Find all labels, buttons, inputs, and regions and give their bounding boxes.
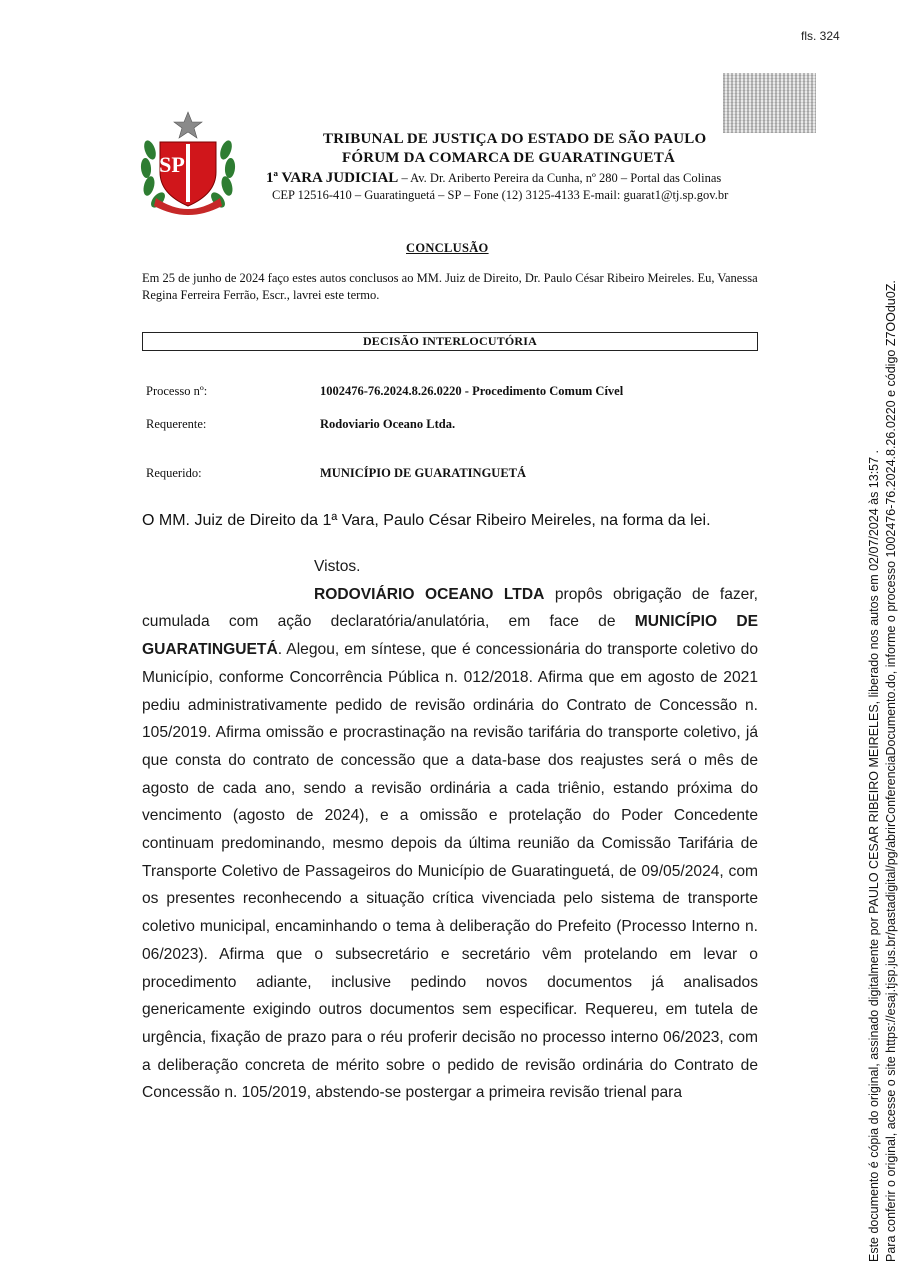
intro-paragraph: O MM. Juiz de Direito da 1ª Vara, Paulo César Ribeiro Meireles, na forma da lei. (142, 512, 711, 529)
qr-code-image (723, 73, 816, 133)
plaintiff-name: RODOVIÁRIO OCEANO LTDA (314, 585, 545, 603)
body-paragraph (142, 581, 758, 1107)
contact-line: CEP 12516-410 – Guaratinguetá – SP – Fone (12) 3125-4133 E-mail: guarat1@tj.sp.gov.br (272, 188, 729, 202)
requerente-label: Requerente: (146, 417, 207, 431)
defendant-name: MUNICÍPIO DE GUARATINGUETÁ (142, 613, 758, 659)
requerido-label: Requerido: (146, 466, 202, 480)
decision-title: DECISÃO INTERLOCUTÓRIA (142, 332, 758, 351)
conclusao-text: Em 25 de junho de 2024 faço estes autos conclusos ao MM. Juiz de Direito, Dr. Paulo César Ribeiro Meireles. Eu, Vanessa Regina Ferreira Ferrão, Escr., lavrei este termo. (142, 271, 758, 302)
requerente-value: Rodoviario Oceano Ltda. (320, 417, 456, 431)
conclusao-title: CONCLUSÃO (406, 241, 489, 255)
vara-address: – Av. Dr. Ariberto Pereira da Cunha, nº 280 – Portal das Colinas (401, 171, 722, 185)
processo-label: Processo nº: (146, 384, 208, 398)
signature-note-line-2: Para conferir o original, acesse o site https://esaj.tjsp.jus.br/pastadigital/pg/abrirConferenciaDocumento.do, informe o processo 1002476-76.2024.8.26.0220 e código Z7OOdu0Z. (884, 280, 898, 1262)
seal-text: SP (159, 152, 185, 177)
sao-paulo-coat-of-arms-logo (136, 110, 240, 218)
processo-value: 1002476-76.2024.8.26.0220 - Procedimento Comum Cível (320, 384, 624, 398)
body-text-2: . Alegou, em síntese, que é concessionária do transporte coletivo do Município, conforme Concorrência Pública n. 012/2018. Afirma que em agosto de 2021 pediu administrativamente pedido de revisão ordinária do Contrato de Concessão n. 105/2019. Afirma omissão e procrastinação na revisão tarifária do transporte coletivo, já que consta do contrato de concessão que a data-base dos reajustes será o mês de agosto de cada ano, sendo a revisão ordinária a cada triênio, estando próxima do vencimento (agosto de 2024), e a omissão e protelação do Poder Concedente continuam predominando, mesmo depois da última reunião da Comissão Tarifária de Transporte Coletivo de Passageiros do Município de Guaratinguetá, de 09/05/2024, com os presentes reconhecendo a situação crítica vivenciada pelo sistema de transporte coletivo municipal, encaminhando o tema à deliberação do Prefeito (Processo Interno n. 06/2023). Afirma que o subsecretário e secretário vêm protelando em levar o procedimento adiante, inclusive pedindo novos documentos já analisados genericamente exigindo outros documentos sem especificar. Requereu, em tutela de urgência, fixação de prazo para o réu proferir decisão no processo interno 06/2023, com a deliberação concreta de mérito sobre o pedido de revisão ordinária do Contrato de Concessão n. 105/2019, abstendo-se postergar a primeira revisão trienal para (142, 641, 758, 1102)
page-number: fls. 324 (801, 29, 840, 43)
decision-body (142, 553, 758, 1107)
vistos-line: Vistos. (314, 558, 361, 575)
court-name: TRIBUNAL DE JUSTIÇA DO ESTADO DE SÃO PAULO (323, 131, 707, 147)
requerido-value: MUNICÍPIO DE GUARATINGUETÁ (320, 466, 527, 480)
vara-line (266, 170, 900, 187)
body-text-1: propôs obrigação de fazer, cumulada com ação declaratória/anulatória, em face de (142, 585, 758, 631)
forum-name: FÓRUM DA COMARCA DE GUARATINGUETÁ (342, 150, 675, 166)
signature-note-line-1: Este documento é cópia do original, assinado digitalmente por PAULO CESAR RIBEIRO MEIRELES, liberado nos autos em 02/07/2024 às 13:57 . (867, 449, 881, 1262)
digital-signature-note (866, 280, 900, 1262)
vara-name: 1ª VARA JUDICIAL (266, 170, 399, 186)
